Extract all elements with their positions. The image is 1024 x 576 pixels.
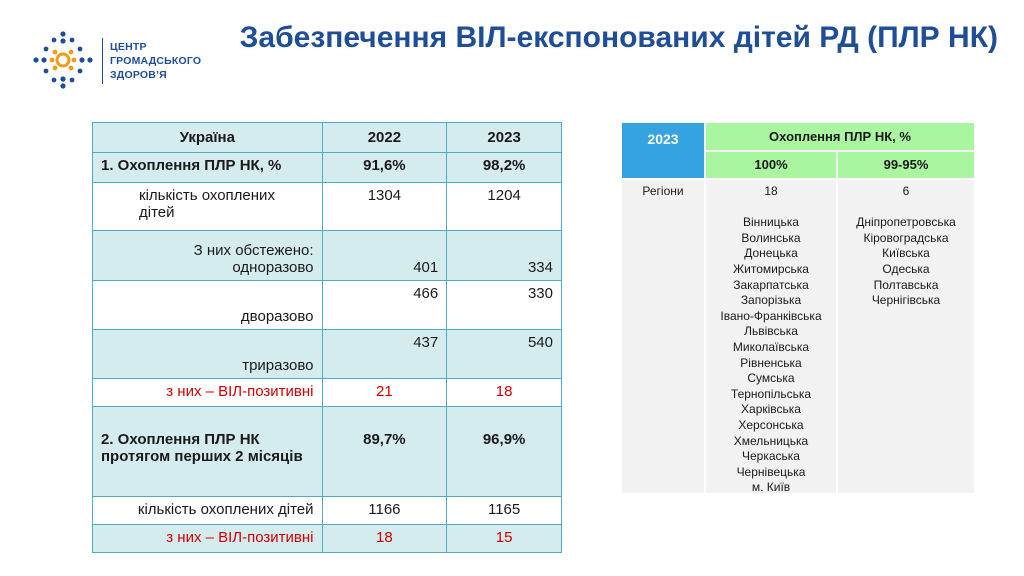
region-item: Закарпатська: [733, 277, 809, 292]
section-1-label: 1. Охоплення ПЛР НК, %: [93, 153, 323, 183]
coverage-100-regions: [706, 184, 836, 496]
once-2022: 401: [322, 231, 447, 281]
positive-2-label: з них – ВІЛ-позитивні: [93, 525, 323, 553]
positive-2-2023: 15: [447, 525, 562, 553]
once-2023: 334: [447, 231, 562, 281]
coverage-99-95-count: 6: [902, 184, 910, 198]
region-item: Полтавська: [873, 277, 939, 292]
coverage-100-region-list: [706, 215, 836, 496]
regions-row-label: Регіони: [642, 184, 684, 198]
section-1-2022: 91,6%: [322, 153, 447, 183]
tested-header: З них обстежено:: [193, 242, 314, 259]
region-item: Чернігівська: [871, 293, 941, 308]
twice-2023: 330: [447, 281, 562, 330]
positive-1-2023: 18: [447, 379, 562, 407]
table-row: [93, 330, 562, 379]
coverage-99-95-region-list: [838, 215, 974, 309]
logo-divider: [102, 38, 103, 84]
region-item: Миколаївська: [732, 339, 810, 354]
table-row: [93, 183, 562, 231]
thrice-2023: 540: [447, 330, 562, 379]
region-item: Івано-Франківська: [720, 308, 822, 323]
region-item: Одеська: [882, 261, 930, 276]
twice-label: дворазово: [93, 281, 323, 330]
count-1-label: кількість охоплених дітей: [93, 183, 323, 231]
table-header-row: [93, 123, 562, 153]
region-item: Дніпропетровська: [856, 215, 956, 230]
coverage-99-95-header: 99-95%: [838, 152, 974, 178]
twice-2022: 466: [322, 281, 447, 330]
region-item: Тернопільська: [730, 386, 812, 401]
region-item: Сумська: [747, 371, 795, 386]
region-item: Донецька: [744, 246, 798, 261]
region-item: Харківська: [741, 402, 801, 417]
section-2-2023: 96,9%: [447, 407, 562, 497]
logo-text: [110, 40, 201, 82]
region-item: Вінницька: [743, 215, 799, 230]
row-divider: [622, 178, 974, 180]
thrice-label: триразово: [93, 330, 323, 379]
header-2022: 2022: [322, 123, 447, 153]
page-title: Забезпечення ВІЛ-експонованих дітей РД (ПЛР НК): [239, 21, 998, 54]
region-item: м. Київ: [751, 480, 791, 495]
table-row: [93, 407, 562, 497]
logo-line-1: ЦЕНТР: [110, 41, 147, 53]
organization-logo: [30, 30, 210, 94]
coverage-100-count: 18: [764, 184, 778, 198]
header-2023: 2023: [447, 123, 562, 153]
section-2-2022: 89,7%: [322, 407, 447, 497]
region-item: Житомирська: [733, 261, 809, 276]
positive-1-label: з них – ВІЛ-позитивні: [93, 379, 323, 407]
positive-1-2022: 21: [322, 379, 447, 407]
table-row: [93, 525, 562, 553]
region-item: Запорізька: [740, 293, 802, 308]
logo-line-3: ЗДОРОВ’Я: [110, 69, 167, 81]
region-item: Львівська: [744, 324, 798, 339]
region-item: Черкаська: [742, 449, 800, 464]
regions-coverage-table: [622, 123, 974, 493]
ukraine-coverage-table: [92, 122, 562, 553]
coverage-header: Охоплення ПЛР НК, %: [706, 123, 974, 150]
thrice-2022: 437: [322, 330, 447, 379]
table-row: [93, 153, 562, 183]
region-item: Херсонська: [738, 417, 804, 432]
logo-line-2: ГРОМАДСЬКОГО: [110, 55, 202, 67]
coverage-100-header: 100%: [706, 152, 836, 178]
header-country: Україна: [93, 123, 323, 153]
region-item: Кіровоградська: [863, 230, 949, 245]
year-header: 2023: [622, 123, 704, 178]
count-2-2022: 1166: [322, 497, 447, 525]
region-item: Рівненська: [740, 355, 802, 370]
table-row: [93, 231, 562, 281]
table-row: [93, 379, 562, 407]
region-item: Чернівецька: [736, 464, 806, 479]
coverage-99-95-regions: [838, 184, 974, 309]
region-item: Волинська: [741, 230, 801, 245]
region-item: Київська: [882, 246, 930, 261]
section-2-label: 2. Охоплення ПЛР НК протягом перших 2 місяців: [93, 407, 323, 497]
once-label: одноразово: [232, 259, 314, 276]
section-1-2023: 98,2%: [447, 153, 562, 183]
count-2-2023: 1165: [447, 497, 562, 525]
tested-once-cell: [93, 231, 323, 281]
logo-dots-icon: [30, 30, 96, 94]
count-2-label: кількість охоплених дітей: [93, 497, 323, 525]
table-row: [93, 281, 562, 330]
count-1-2022: 1304: [322, 183, 447, 231]
count-1-2023: 1204: [447, 183, 562, 231]
positive-2-2022: 18: [322, 525, 447, 553]
region-item: Хмельницька: [733, 433, 809, 448]
table-row: [93, 497, 562, 525]
